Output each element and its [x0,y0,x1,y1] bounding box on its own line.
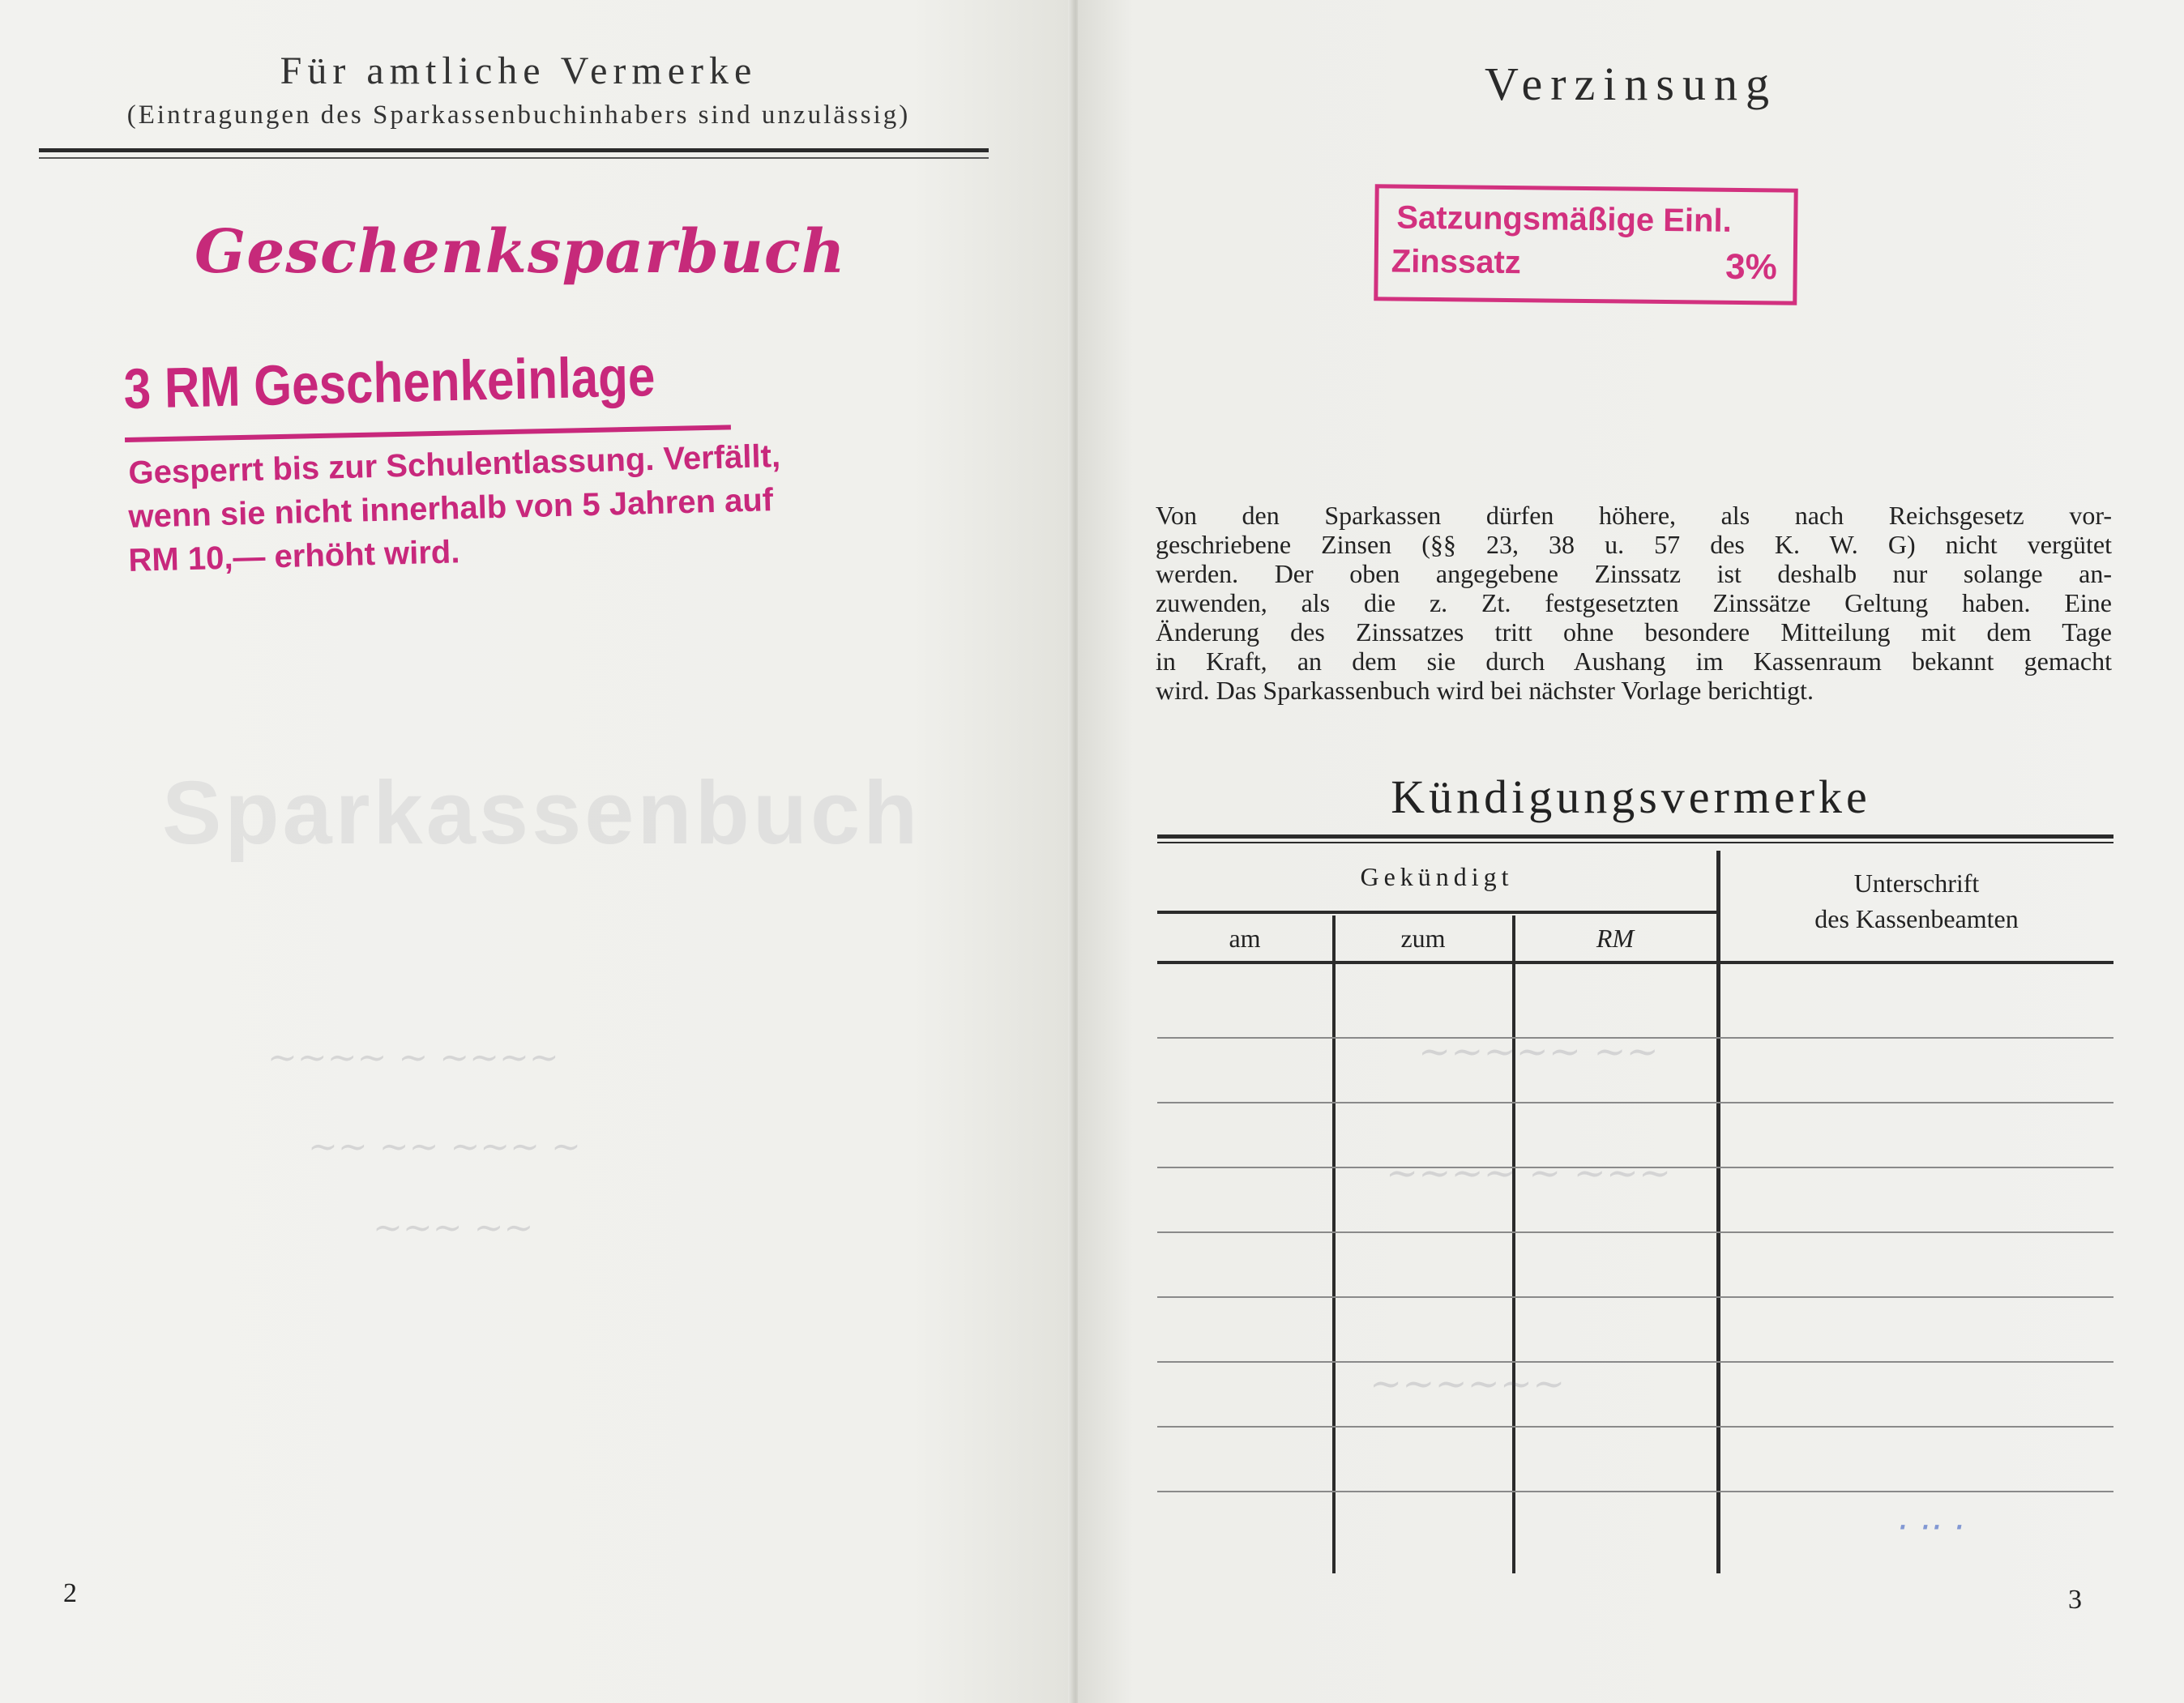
column-rule [1332,916,1336,1573]
pencil-mark: ~~ ~~ ~~~ ~ [308,1126,581,1167]
stamp-condition-line: RM 10,— erhöht wird. [128,534,460,578]
pencil-mark: ~~~ ~~ [373,1207,534,1248]
stamp-geschenkeinlage: 3 RM Geschenkeinlage [123,344,656,420]
paragraph-line: werden. Der oben angegebene Zinssatz ist deshalb nur solange an- [1156,559,2112,588]
page-number: 2 [63,1578,77,1608]
group-header-gekuendigt: Gekündigt [1360,862,1514,891]
group-header-rule [1157,911,1716,914]
stamp-label: Zinssatz [1391,243,1522,281]
stamp-geschenksparbuch: Geschenksparbuch [194,217,846,287]
page-title: Für amtliche Vermerke [280,49,758,92]
header-rule [39,148,989,152]
interest-rate-stamp [1374,184,1797,305]
paragraph-line: Änderung des Zinssatzes tritt ohne besondere Mitteilung mit dem Tage [1156,617,2112,647]
header-bottom-rule [1157,961,2113,964]
paragraph-line: Von den Sparkassen dürfen höhere, als nach Reichsgesetz vor- [1156,501,2112,530]
bleed-through-text: Sparkassenbuch [162,763,921,863]
table-title: Kündigungsvermerke [1391,770,1871,823]
cancellation-table [1157,834,2113,1580]
column-rule [1512,916,1515,1573]
column-rule [1716,851,1720,1573]
header-rule-thin [39,157,989,159]
pencil-mark: ~~~~~~ [1370,1361,1566,1406]
column-header-zum: zum [1400,924,1446,953]
stamp-label: Satzungsmäßige Einl. [1396,199,1732,239]
pencil-mark: ~~~~ ~ ~~~~ [267,1037,559,1078]
interest-rate-value: 3% [1725,246,1777,288]
table-row-line [1157,1296,2113,1298]
stamp-condition-line: wenn sie nicht innerhalb von 5 Jahren auf [128,482,774,535]
right-page [1078,0,2184,1703]
page-number: 3 [2068,1585,2082,1615]
ink-mark: · ·· · [1896,1507,1964,1548]
table-row-line [1157,1102,2113,1103]
paragraph-line: geschriebene Zinsen (§§ 23, 38 u. 57 des K. W. G) nicht vergütet [1156,530,2112,559]
table-top-rule-thin [1157,842,2113,843]
table-row-line [1157,1491,2113,1492]
stamp-underline [125,425,731,442]
table-top-rule [1157,834,2113,839]
table-row-line [1157,1231,2113,1233]
page-title: Verzinsung [1485,58,1777,110]
paragraph-line: wird. Das Sparkassenbuch wird bei nächster Vorlage berichtigt. [1156,676,1814,705]
left-page [0,0,1071,1703]
pencil-mark: ~~~~ ~ ~~~ [1386,1150,1672,1196]
table-row-line [1157,1361,2113,1363]
stamp-condition-line: Gesperrt bis zur Schulentlassung. Verfällt, [128,437,781,491]
column-header-am: am [1229,924,1261,953]
paragraph-line: in Kraft, an dem sie durch Aushang im Kassenraum bekannt gemacht [1156,647,2112,676]
pencil-mark: ~~~~~ ~~ [1418,1029,1659,1074]
page-subtitle: (Eintragungen des Sparkassenbuchinhabers sind unzulässig) [126,100,911,130]
column-header-rm: RM [1596,924,1635,953]
table-row-line [1157,1426,2113,1428]
column-header-signature: des Kassenbeamten [1814,904,2019,933]
interest-notice-paragraph [1156,501,2112,705]
column-header-signature: Unterschrift [1853,869,1980,898]
paragraph-line: zuwenden, als die z. Zt. festgesetzten Zinssätze Geltung haben. Eine [1156,588,2112,617]
